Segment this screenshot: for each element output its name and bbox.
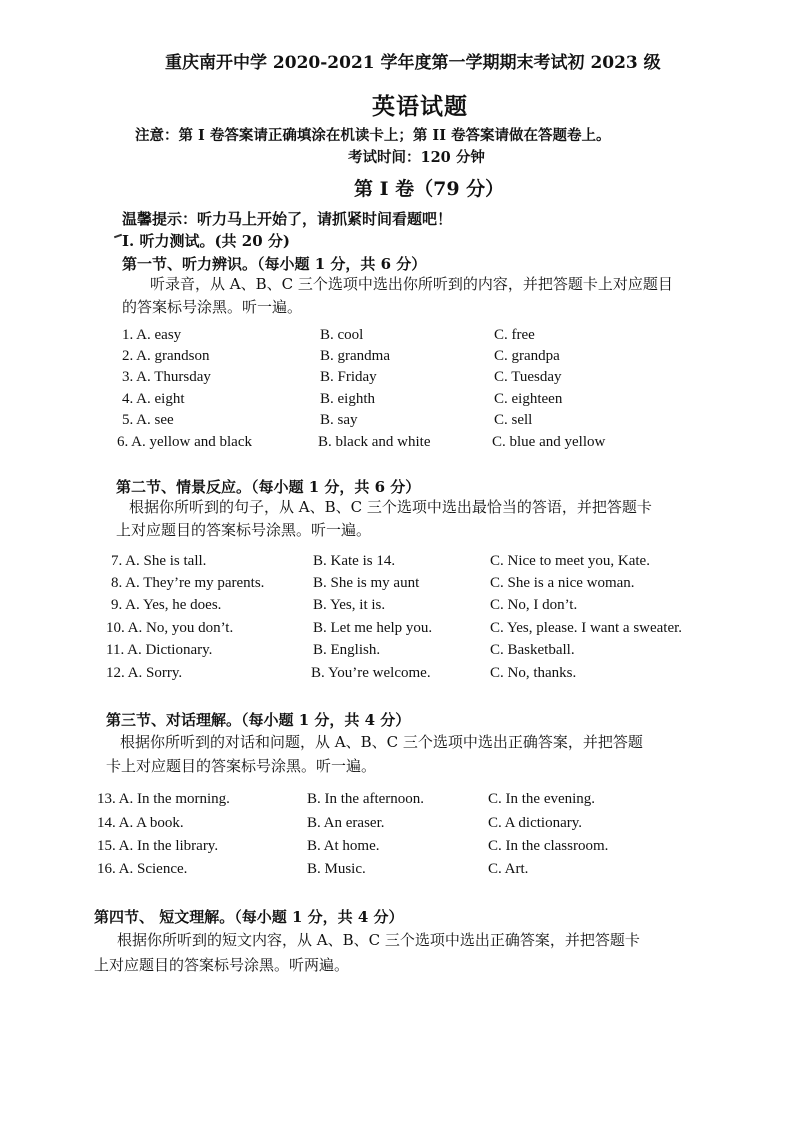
option-a: 14. A. A book. [97, 815, 184, 831]
section-heading: 第三节、对话理解。（每小题 1 分，共 4 分） [106, 711, 411, 729]
option-b: B. Friday [320, 369, 377, 385]
section-instruction-line: 根据你所听到的对话和问题，从 A、B、C 三个选项中选出正确答案，并把答题 [120, 733, 643, 751]
option-c: C. blue and yellow [492, 434, 606, 450]
option-c: C. No, I don’t. [490, 597, 578, 613]
option-c: C. A dictionary. [488, 815, 583, 831]
option-a: 1. A. easy [122, 327, 182, 343]
option-a: 8. A. They’re my parents. [111, 575, 265, 591]
option-a: 6. A. yellow and black [117, 434, 252, 450]
option-c: C. In the classroom. [488, 838, 609, 854]
section-instruction-line: 上对应题目的答案标号涂黑。听两遍。 [94, 956, 350, 974]
subject-title: 英语试题 [372, 93, 468, 120]
option-b: B. English. [313, 642, 381, 658]
option-b: B. say [320, 412, 358, 428]
option-b: B. Let me help you. [313, 620, 433, 636]
section-instruction-line: 卡上对应题目的答案标号涂黑。听一遍。 [106, 757, 377, 775]
listening-test-title: I. 听力测试。(共 20 分) [122, 232, 290, 250]
option-a: 7. A. She is tall. [111, 553, 207, 569]
section-instruction-line: 根据你所听到的短文内容，从 A、B、C 三个选项中选出正确答案，并把答题卡 [117, 931, 640, 949]
option-b: B. cool [320, 327, 364, 343]
option-a: 9. A. Yes, he does. [111, 597, 222, 613]
option-c: C. No, thanks. [490, 665, 577, 681]
option-c: C. Basketball. [490, 642, 575, 658]
section-instruction-line: 听录音，从 A、B、C 三个选项中选出你所听到的内容，并把答题卡上对应题目 [150, 275, 673, 293]
option-b: B. grandma [320, 348, 390, 364]
option-c: C. grandpa [494, 348, 560, 364]
warm-tip: 温馨提示：听力马上开始了，请抓紧时间看题吧！ [122, 210, 453, 228]
option-c: C. eighteen [494, 391, 563, 407]
option-c: C. sell [494, 412, 533, 428]
section-instruction-line: 的答案标号涂黑。听一遍。 [122, 298, 303, 316]
option-a: 3. A. Thursday [122, 369, 211, 385]
option-b: B. Music. [307, 861, 366, 877]
option-b: B. black and white [318, 434, 431, 450]
option-c: C. Art. [488, 861, 529, 877]
option-a: 10. A. No, you don’t. [106, 620, 234, 636]
option-a: 4. A. eight [122, 391, 185, 407]
option-b: B. Yes, it is. [313, 597, 386, 613]
option-c: C. In the evening. [488, 791, 596, 807]
option-c: C. Nice to meet you, Kate. [490, 553, 650, 569]
option-a: 2. A. grandson [122, 348, 210, 364]
section-instruction-line: 根据你所听到的句子，从 A、B、C 三个选项中选出最恰当的答语，并把答题卡 [129, 498, 652, 516]
section-heading: 第二节、情景反应。（每小题 1 分，共 6 分） [116, 478, 421, 496]
section-heading: 第四节、 短文理解。（每小题 1 分，共 4 分） [94, 908, 404, 926]
option-b: B. You’re welcome. [311, 665, 431, 681]
option-a: 11. A. Dictionary. [106, 642, 213, 658]
option-c: C. She is a nice woman. [490, 575, 635, 591]
option-a: 5. A. see [122, 412, 174, 428]
option-a: 12. A. Sorry. [106, 665, 183, 681]
scan-mark [114, 234, 122, 239]
part-title: 第 I 卷（79 分） [354, 178, 505, 200]
option-c: C. Tuesday [494, 369, 562, 385]
option-b: B. She is my aunt [313, 575, 420, 591]
option-c: C. Yes, please. I want a sweater. [490, 620, 683, 636]
option-b: B. Kate is 14. [313, 553, 396, 569]
exam-time: 考试时间：120 分钟 [348, 149, 485, 166]
option-b: B. eighth [320, 391, 375, 407]
option-a: 15. A. In the library. [97, 838, 219, 854]
school-exam-title: 重庆南开中学 2020-2021 学年度第一学期期末考试初 2023 级 [165, 53, 661, 73]
section-heading: 第一节、听力辨识。（每小题 1 分，共 6 分） [122, 255, 427, 273]
option-b: B. At home. [307, 838, 380, 854]
section-instruction-line: 上对应题目的答案标号涂黑。听一遍。 [116, 521, 372, 539]
option-a: 16. A. Science. [97, 861, 188, 877]
answer-notice: 注意：第 I 卷答案请正确填涂在机读卡上；第 II 卷答案请做在答题卷上。 [135, 127, 611, 144]
option-a: 13. A. In the morning. [97, 791, 230, 807]
option-b: B. In the afternoon. [307, 791, 425, 807]
option-b: B. An eraser. [307, 815, 385, 831]
option-c: C. free [494, 327, 535, 343]
